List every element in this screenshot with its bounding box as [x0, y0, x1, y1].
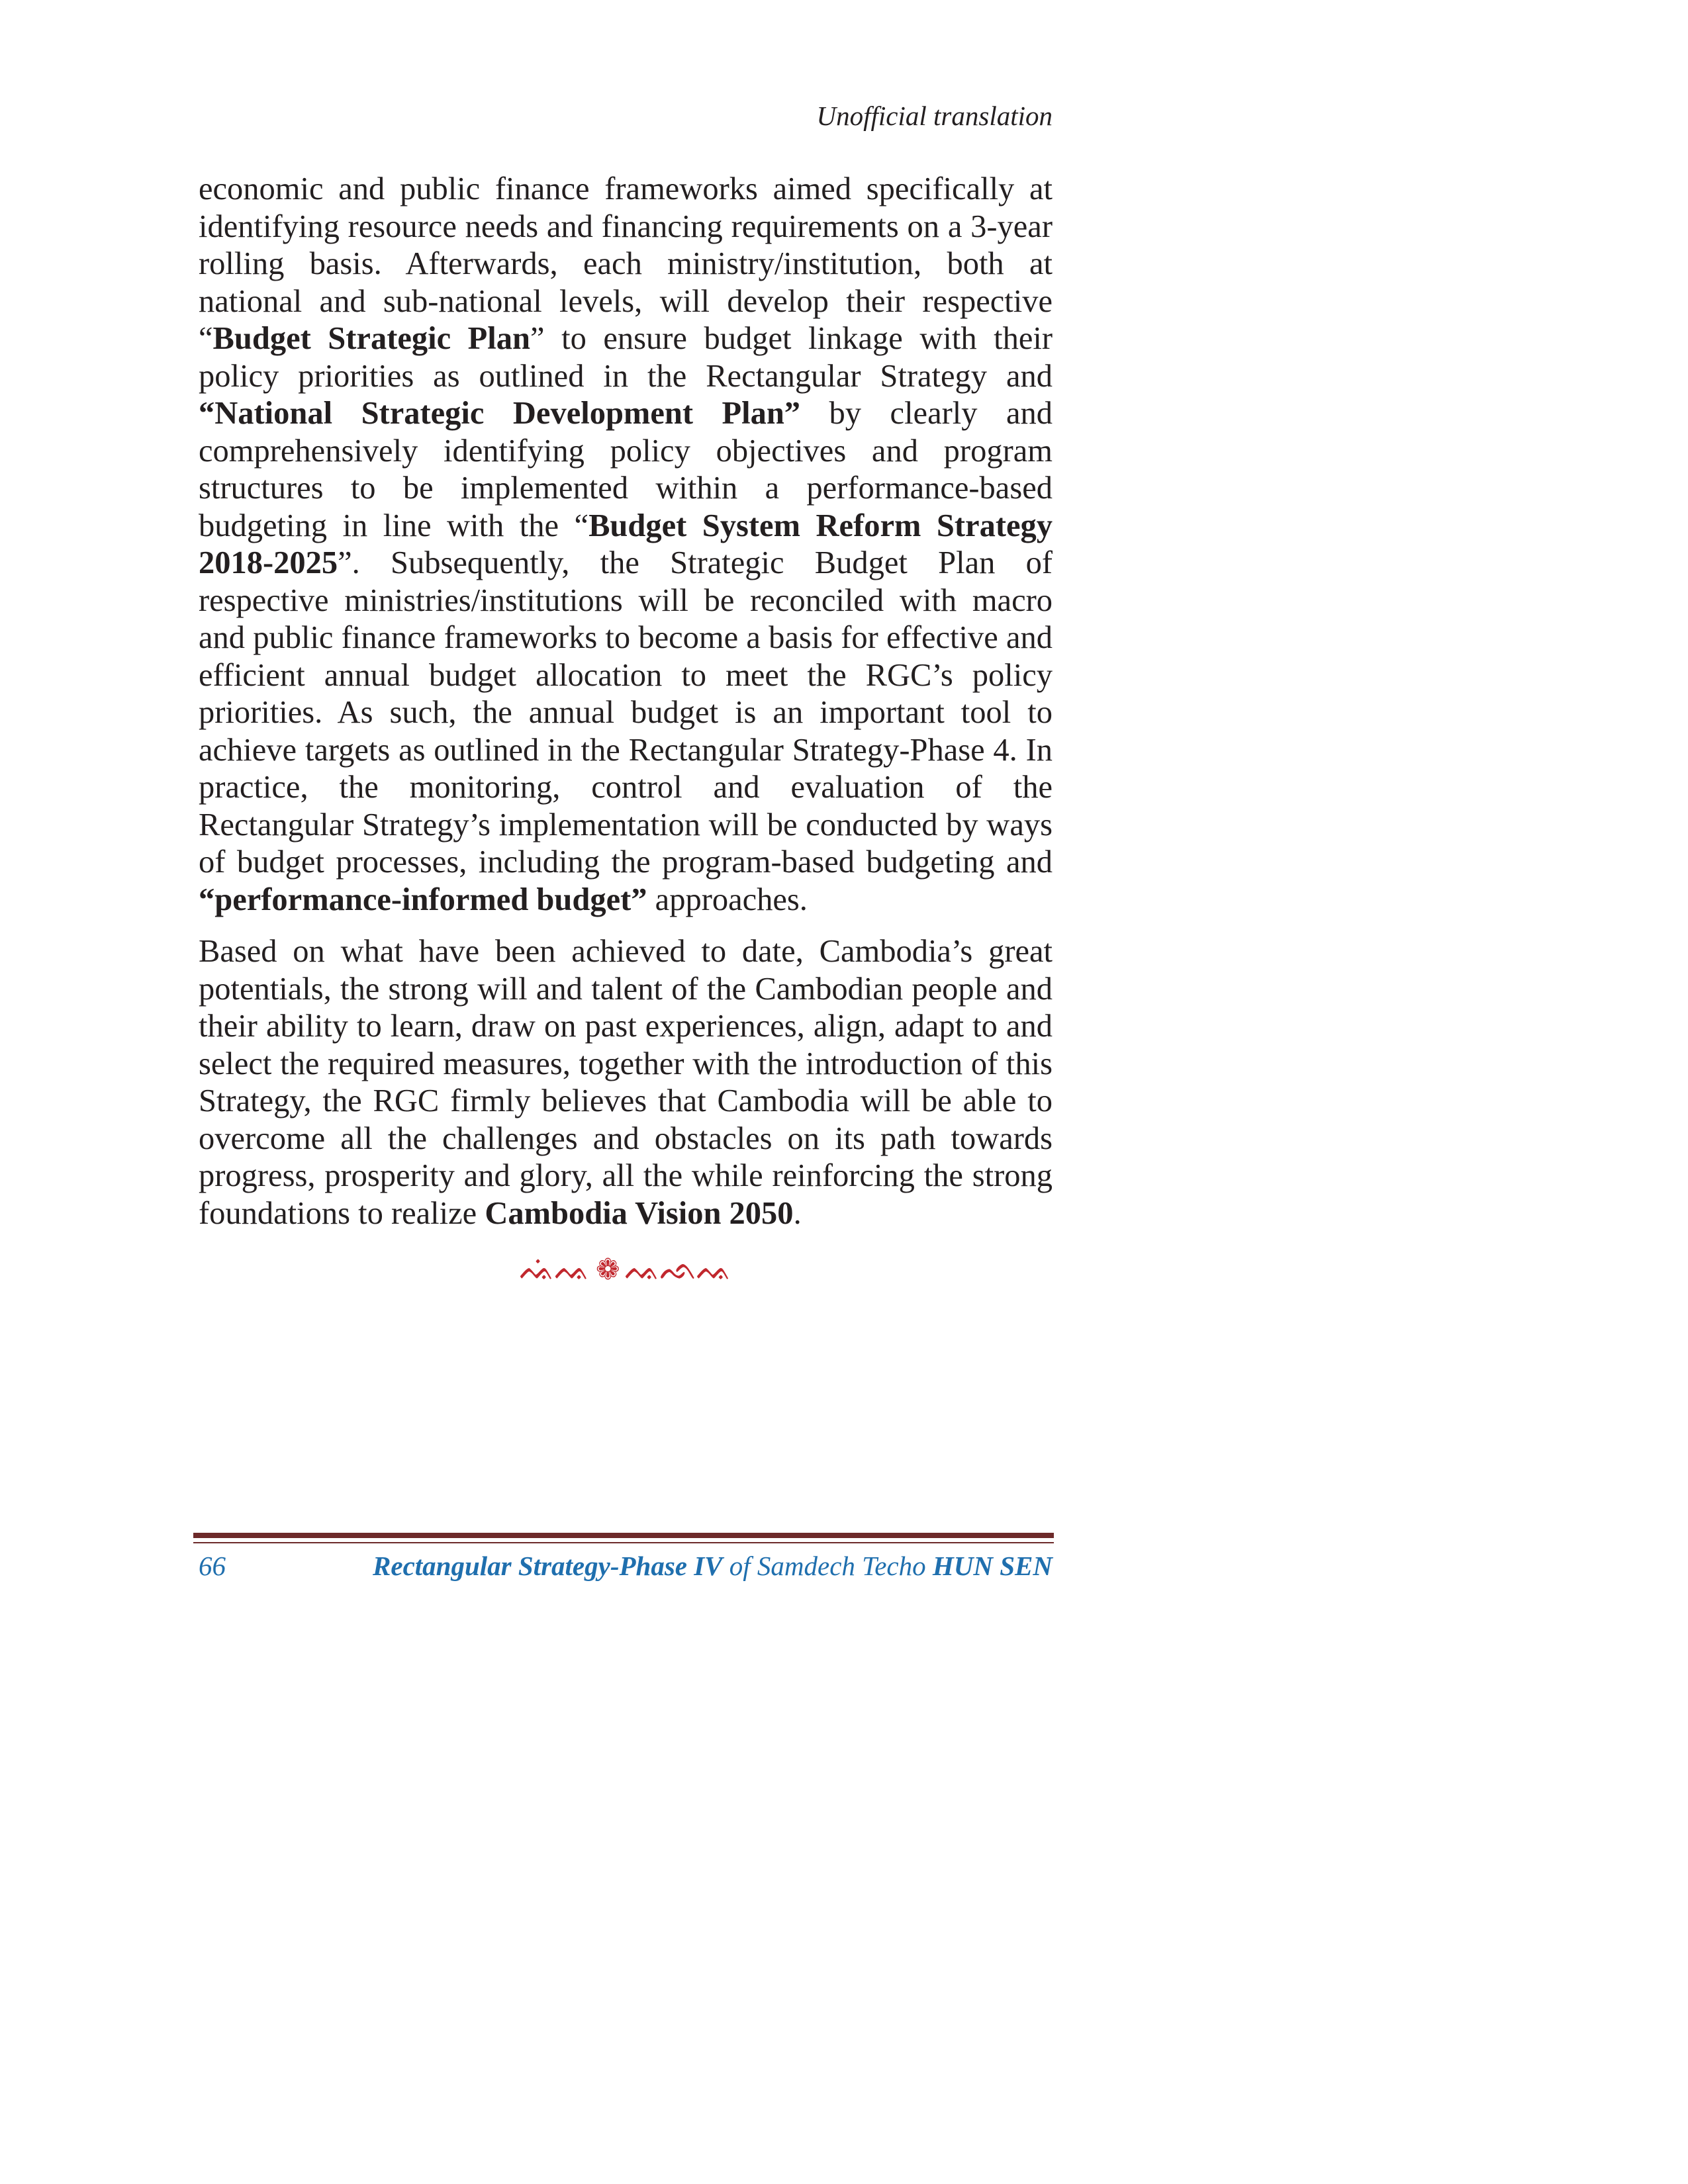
closing-ornament: ᨕᨗᨕ ❁ ᨕᨒᨕ	[520, 1252, 731, 1286]
bold-term: Budget System Reform Strategy 2018-2025	[199, 508, 1053, 580]
text-run: ” to ensure budget linkage with their policy priorities as outlined in the Rectangular Strategy and	[199, 321, 1053, 394]
text-run: ”. Subsequently, the Strategic Budget Plan of respective ministries/institutions will be reconciled with macro and public finance frameworks to become a basis for effective and efficient annual budget allocation to meet the RGC’s policy priorities. As such, the annual budget is an important tool to achieve targets as outlined in the Rectangular Strategy-Phase 4. In practice, the monitoring, control and evaluation of the Rectangular Strategy’s implementation will be conducted by ways of budget processes, including the program-based budgeting and	[199, 545, 1053, 880]
text-run: by clearly and comprehensively identifying policy objectives and program structures to be implemented within a performance-based budgeting in line with the “	[199, 396, 1053, 543]
footer-rule-thin	[193, 1542, 1054, 1543]
text-run: .	[793, 1195, 802, 1231]
header-note: Unofficial translation	[816, 101, 1053, 131]
footer-title	[373, 1546, 1053, 1586]
page-footer	[199, 1546, 1053, 1586]
text-run: approaches.	[647, 882, 808, 917]
footer-rule-thick	[193, 1533, 1054, 1538]
bold-term: Budget Strategic Plan	[212, 321, 531, 356]
bold-term: “National Strategic Development Plan”	[199, 396, 801, 431]
page-number: 66	[199, 1551, 226, 1581]
bold-term: “performance-informed budget”	[199, 882, 647, 917]
text-run: Based on what have been achieved to date, Cambodia’s great potentials, the strong will and talent of the Cambodian people and their ability to learn, draw on past experiences, align, adapt to and select the required measures, together with the introduction of this Strategy, the RGC firmly believes that Cambodia will be able to overcome all the challenges and obstacles on its path towards progress, prosperity and glory, all the while reinforcing the strong foundations to realize	[199, 934, 1053, 1231]
paragraph-2	[199, 933, 1053, 1232]
bold-term: Cambodia Vision 2050	[485, 1195, 794, 1231]
text-run: economic and public finance frameworks aimed specifically at identifying resource needs and financing requirements on a 3-year rolling basis. Afterwards, each ministry/institution, both at national and sub-national levels, will develop their respective “	[199, 171, 1053, 356]
footer-title-of: of Samdech Techo	[722, 1551, 933, 1581]
body-text	[199, 171, 1053, 1247]
footer-title-strategy: Rectangular Strategy-Phase IV	[373, 1551, 723, 1581]
footer-title-name: HUN SEN	[932, 1551, 1053, 1581]
paragraph-1	[199, 171, 1053, 919]
